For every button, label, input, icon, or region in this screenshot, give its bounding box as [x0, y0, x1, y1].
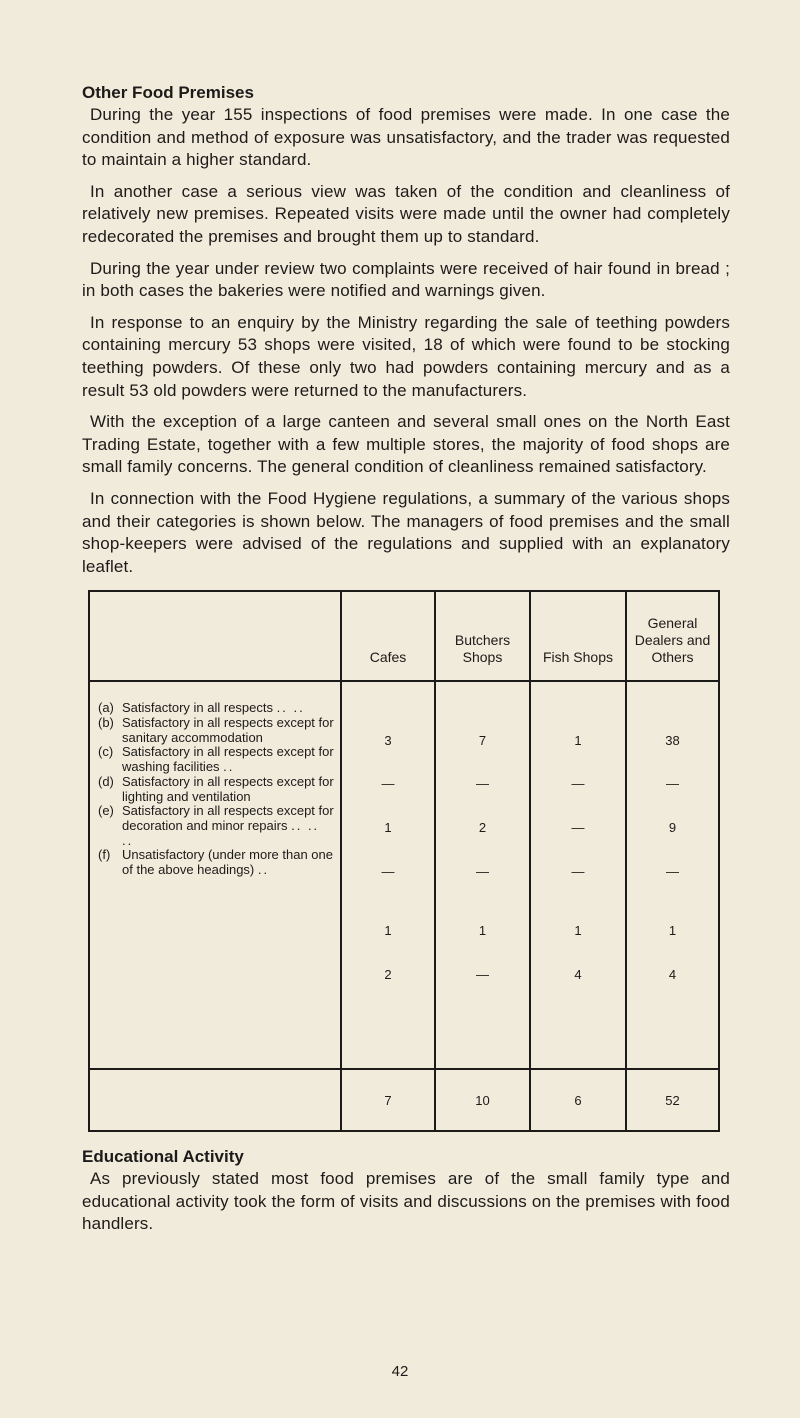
category-marker: (f) [98, 847, 111, 863]
col-butchers [435, 681, 530, 1069]
table-cell-value: 1 [384, 820, 392, 836]
category-label [98, 804, 334, 848]
category-marker: (a) [98, 700, 114, 716]
col-general [626, 681, 719, 1069]
page-content [82, 82, 730, 1245]
table-cell-value: 1 [668, 923, 677, 939]
category-marker: (e) [98, 803, 114, 819]
table-cell-value: 38 [665, 733, 680, 749]
table-cell-value: — [476, 776, 489, 792]
header-butchers: Butchers Shops [435, 591, 530, 681]
table-cell-value: — [571, 864, 585, 880]
header-general: General Dealers and Others [626, 591, 719, 681]
table-cell-value: 1 [384, 923, 392, 939]
table-cell-value: — [571, 820, 585, 836]
totals-row [89, 1069, 719, 1131]
premises-summary-table [88, 590, 720, 1132]
table-cell-value: — [381, 776, 395, 792]
category-label [98, 716, 334, 745]
totals-label-blank [89, 1069, 341, 1131]
paragraph: During the year 155 inspections of food premises were made. In one case the condition and method of exposure was unsatisfactory, and the trader was requested to maintain a higher standard. [82, 105, 730, 170]
page-number: 42 [391, 1363, 409, 1380]
table-cell-value: — [666, 776, 679, 792]
category-label [98, 775, 334, 804]
paragraph: With the exception of a large canteen and several small ones on the North East Trading Estate, together with a few multiple stores, the majority of food shops are small family concerns. The general condition of cleanliness remained satisfactory. [82, 412, 730, 477]
header-cafes: Cafes [341, 591, 435, 681]
table-cell-value: 4 [574, 967, 582, 983]
col-fish [530, 681, 626, 1069]
section-heading-educational-activity: Educational Activity [82, 1147, 244, 1167]
category-marker: (b) [98, 714, 114, 730]
paragraph: During the year under review two complaints were received of hair found in bread ; in both cases the bakeries were notified and warnings given. [82, 258, 730, 301]
total-butchers: 10 [435, 1069, 530, 1131]
category-marker: (c) [98, 744, 114, 760]
table-cell-value: 7 [478, 733, 487, 749]
table-cell-value: 2 [478, 820, 487, 836]
table-cell-value: 4 [668, 967, 677, 983]
paragraph: As previously stated most food premises are of the small family type and educational activity took the form of visits and discussions on the premises with food handlers. [82, 1169, 730, 1234]
paragraph: In response to an enquiry by the Ministry regarding the sale of teething powders containing mercury 53 shops were visited, 18 of which were found to be stocking teething powders. Of these only two had powders containing mercury and as a result 53 old powders were returned to the manufacturers. [82, 312, 730, 400]
leader-dots: .. .. [276, 700, 305, 716]
category-text: Satisfactory in all respects except for sanitary accommodation [122, 714, 334, 745]
category-labels [89, 681, 341, 1069]
table-cell-value: 1 [574, 923, 582, 939]
table-cell-value: — [476, 967, 489, 983]
section-body-other-food-premises [82, 104, 730, 578]
table-cell-value: — [381, 864, 395, 880]
category-text: Satisfactory in all respects except for washing facilities [122, 744, 334, 775]
header-fish: Fish Shops [530, 591, 626, 681]
category-marker: (d) [98, 773, 114, 789]
paragraph: In another case a serious view was taken of the condition and cleanliness of relatively new premises. Repeated visits were made until the owner had completely redecorated the premises and brought them up to standard. [82, 181, 730, 246]
category-text: Satisfactory in all respects [122, 700, 274, 716]
total-cafes: 7 [341, 1069, 435, 1131]
header-blank [89, 591, 341, 681]
table-cell-value: 9 [668, 820, 677, 836]
table-cell-value: 1 [478, 923, 487, 939]
category-label [98, 745, 334, 774]
section-heading-other-food-premises: Other Food Premises [82, 83, 254, 102]
category-text: Satisfactory in all respects except for decoration and minor repairs [122, 803, 334, 833]
category-label [98, 701, 334, 716]
table-header-row [89, 591, 719, 681]
table-body-row [89, 681, 719, 1069]
section-body-educational-activity [82, 1168, 730, 1236]
table-cell-value: 2 [384, 967, 392, 983]
leader-dots: .. [223, 759, 235, 775]
col-cafes [341, 681, 435, 1069]
table-cell-value: 1 [574, 733, 582, 749]
paragraph: In connection with the Food Hygiene regulations, a summary of the various shops and their categories is shown below. The managers of food premises and the small shop-keepers were advised of the regulations and supplied with an explanatory leaflet. [82, 488, 730, 576]
category-text: Satisfactory in all respects except for lighting and ventilation [122, 773, 334, 804]
leader-dots: .. [257, 862, 270, 878]
table-cell-value: — [571, 776, 585, 792]
table-cell-value: — [476, 864, 489, 880]
total-general: 52 [626, 1069, 719, 1131]
leader-dots: .. .. .. [122, 817, 320, 848]
category-label [98, 848, 334, 877]
table-cell-value: 3 [384, 733, 392, 749]
total-fish: 6 [530, 1069, 626, 1131]
category-text: Unsatisfactory (under more than one of the above headings) [122, 847, 333, 878]
table-cell-value: — [666, 864, 679, 880]
